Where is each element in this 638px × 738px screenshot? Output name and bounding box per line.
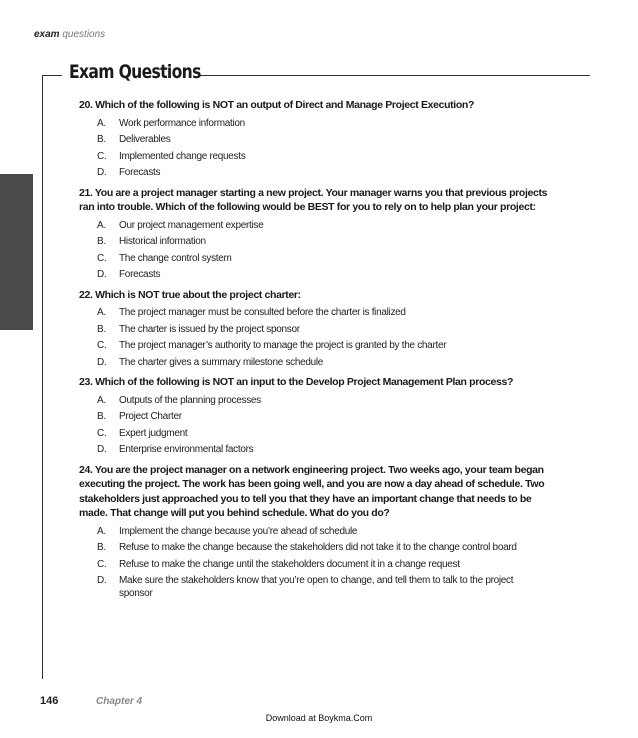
question-text: 20. Which of the following is NOT an output of Direct and Manage Project Execution? [79, 99, 475, 111]
option-text: Refuse to make the change until the stakeholders document it in a change request [119, 558, 460, 570]
option-text: Work performance information [119, 117, 245, 129]
question-24 [79, 463, 549, 601]
option-letter: A. [97, 394, 106, 406]
option-letter: D. [97, 444, 107, 455]
option-c [97, 253, 549, 266]
option-text: The charter gives a summary milestone schedule [119, 356, 324, 368]
option-c [97, 559, 549, 572]
running-head [34, 29, 105, 40]
question-list [79, 98, 549, 606]
option-letter: C. [97, 340, 107, 351]
question-21 [79, 186, 549, 282]
download-note: Download at Boykma.Com [265, 713, 373, 723]
option-a [97, 526, 549, 539]
option-list [79, 395, 549, 457]
option-d [97, 357, 549, 370]
question-text: 21. You are a project manager starting a new project. Your manager warns you that previous projects ran into trouble. Which of the following would be BEST for you to rely on to help plan your project: [79, 186, 548, 213]
option-letter: B. [97, 542, 106, 553]
option-letter: C. [97, 427, 107, 439]
option-text: The charter is issued by the project sponsor [119, 323, 300, 335]
option-b [97, 542, 549, 555]
option-text: Make sure the stakeholders know that you’re open to change, and tell them to talk to the project sponsor [119, 575, 514, 599]
option-b [97, 236, 549, 249]
option-letter: A. [97, 219, 106, 231]
option-text: The project manager’s authority to manage the project is granted by the charter [119, 340, 447, 351]
option-text: The change control system [119, 252, 232, 264]
option-letter: A. [97, 307, 106, 318]
option-text: Enterprise environmental factors [119, 444, 254, 455]
option-text: Refuse to make the change because the stakeholders did not take it to the change control board [119, 542, 517, 553]
option-letter: D. [97, 167, 107, 178]
question-text: 24. You are the project manager on a network engineering project. Two weeks ago, your team began executing the project. The work has been going well, and you are now a day ahead of schedule. Two stakeholders just approached you to tell you that they have an important change that needs to be made. That change will put you behind schedule. What do you do? [79, 463, 545, 519]
question-text: 23. Which of the following is NOT an input to the Develop Project Management Plan process? [79, 376, 514, 388]
option-letter: D. [97, 356, 107, 368]
option-list [79, 526, 549, 601]
option-letter: C. [97, 150, 107, 162]
frame-rule-stub [42, 75, 62, 76]
running-head-bold: exam [34, 29, 60, 40]
question-text: 22. Which is NOT true about the project charter: [79, 288, 301, 301]
option-text: The project manager must be consulted before the charter is finalized [119, 307, 406, 318]
option-letter: C. [97, 252, 107, 264]
option-a [97, 118, 549, 131]
option-letter: B. [97, 236, 106, 247]
option-b [97, 324, 549, 337]
question-20 [79, 98, 549, 180]
option-list [79, 220, 549, 282]
section-title: Exam Questions [69, 61, 201, 83]
page-number: 146 [40, 695, 59, 707]
option-text: Project Charter [119, 411, 182, 422]
option-list [79, 118, 549, 180]
option-d [97, 269, 549, 282]
option-text: Implemented change requests [119, 150, 246, 162]
option-d [97, 167, 549, 180]
option-c [97, 428, 549, 441]
question-22 [79, 288, 549, 370]
option-b [97, 134, 549, 147]
option-letter: C. [97, 558, 107, 570]
option-letter: D. [97, 575, 107, 586]
option-letter: B. [97, 411, 106, 422]
option-a [97, 220, 549, 233]
running-head-light: questions [62, 29, 106, 40]
option-text: Our project management expertise [119, 219, 264, 231]
option-c [97, 151, 549, 164]
option-letter: A. [97, 117, 106, 129]
option-letter: B. [97, 134, 106, 145]
option-d [97, 444, 549, 457]
option-letter: D. [97, 269, 107, 280]
chapter-label: Chapter 4 [96, 696, 143, 707]
option-list [79, 307, 549, 369]
option-text: Historical information [119, 236, 206, 247]
option-text: Deliverables [119, 134, 171, 145]
option-text: Outputs of the planning processes [119, 394, 261, 406]
frame-rule-left [42, 75, 43, 679]
option-letter: A. [97, 525, 106, 537]
option-b [97, 411, 549, 424]
option-d [97, 575, 549, 600]
option-c [97, 340, 549, 353]
option-text: Implement the change because you’re ahead of schedule [119, 525, 358, 537]
option-letter: B. [97, 323, 106, 335]
option-text: Expert judgment [119, 427, 188, 439]
option-text: Forecasts [119, 167, 161, 178]
frame-rule-top [200, 75, 590, 76]
option-text: Forecasts [119, 269, 161, 280]
question-23 [79, 375, 549, 457]
option-a [97, 307, 549, 320]
chapter-side-tab [0, 174, 33, 330]
option-a [97, 395, 549, 408]
